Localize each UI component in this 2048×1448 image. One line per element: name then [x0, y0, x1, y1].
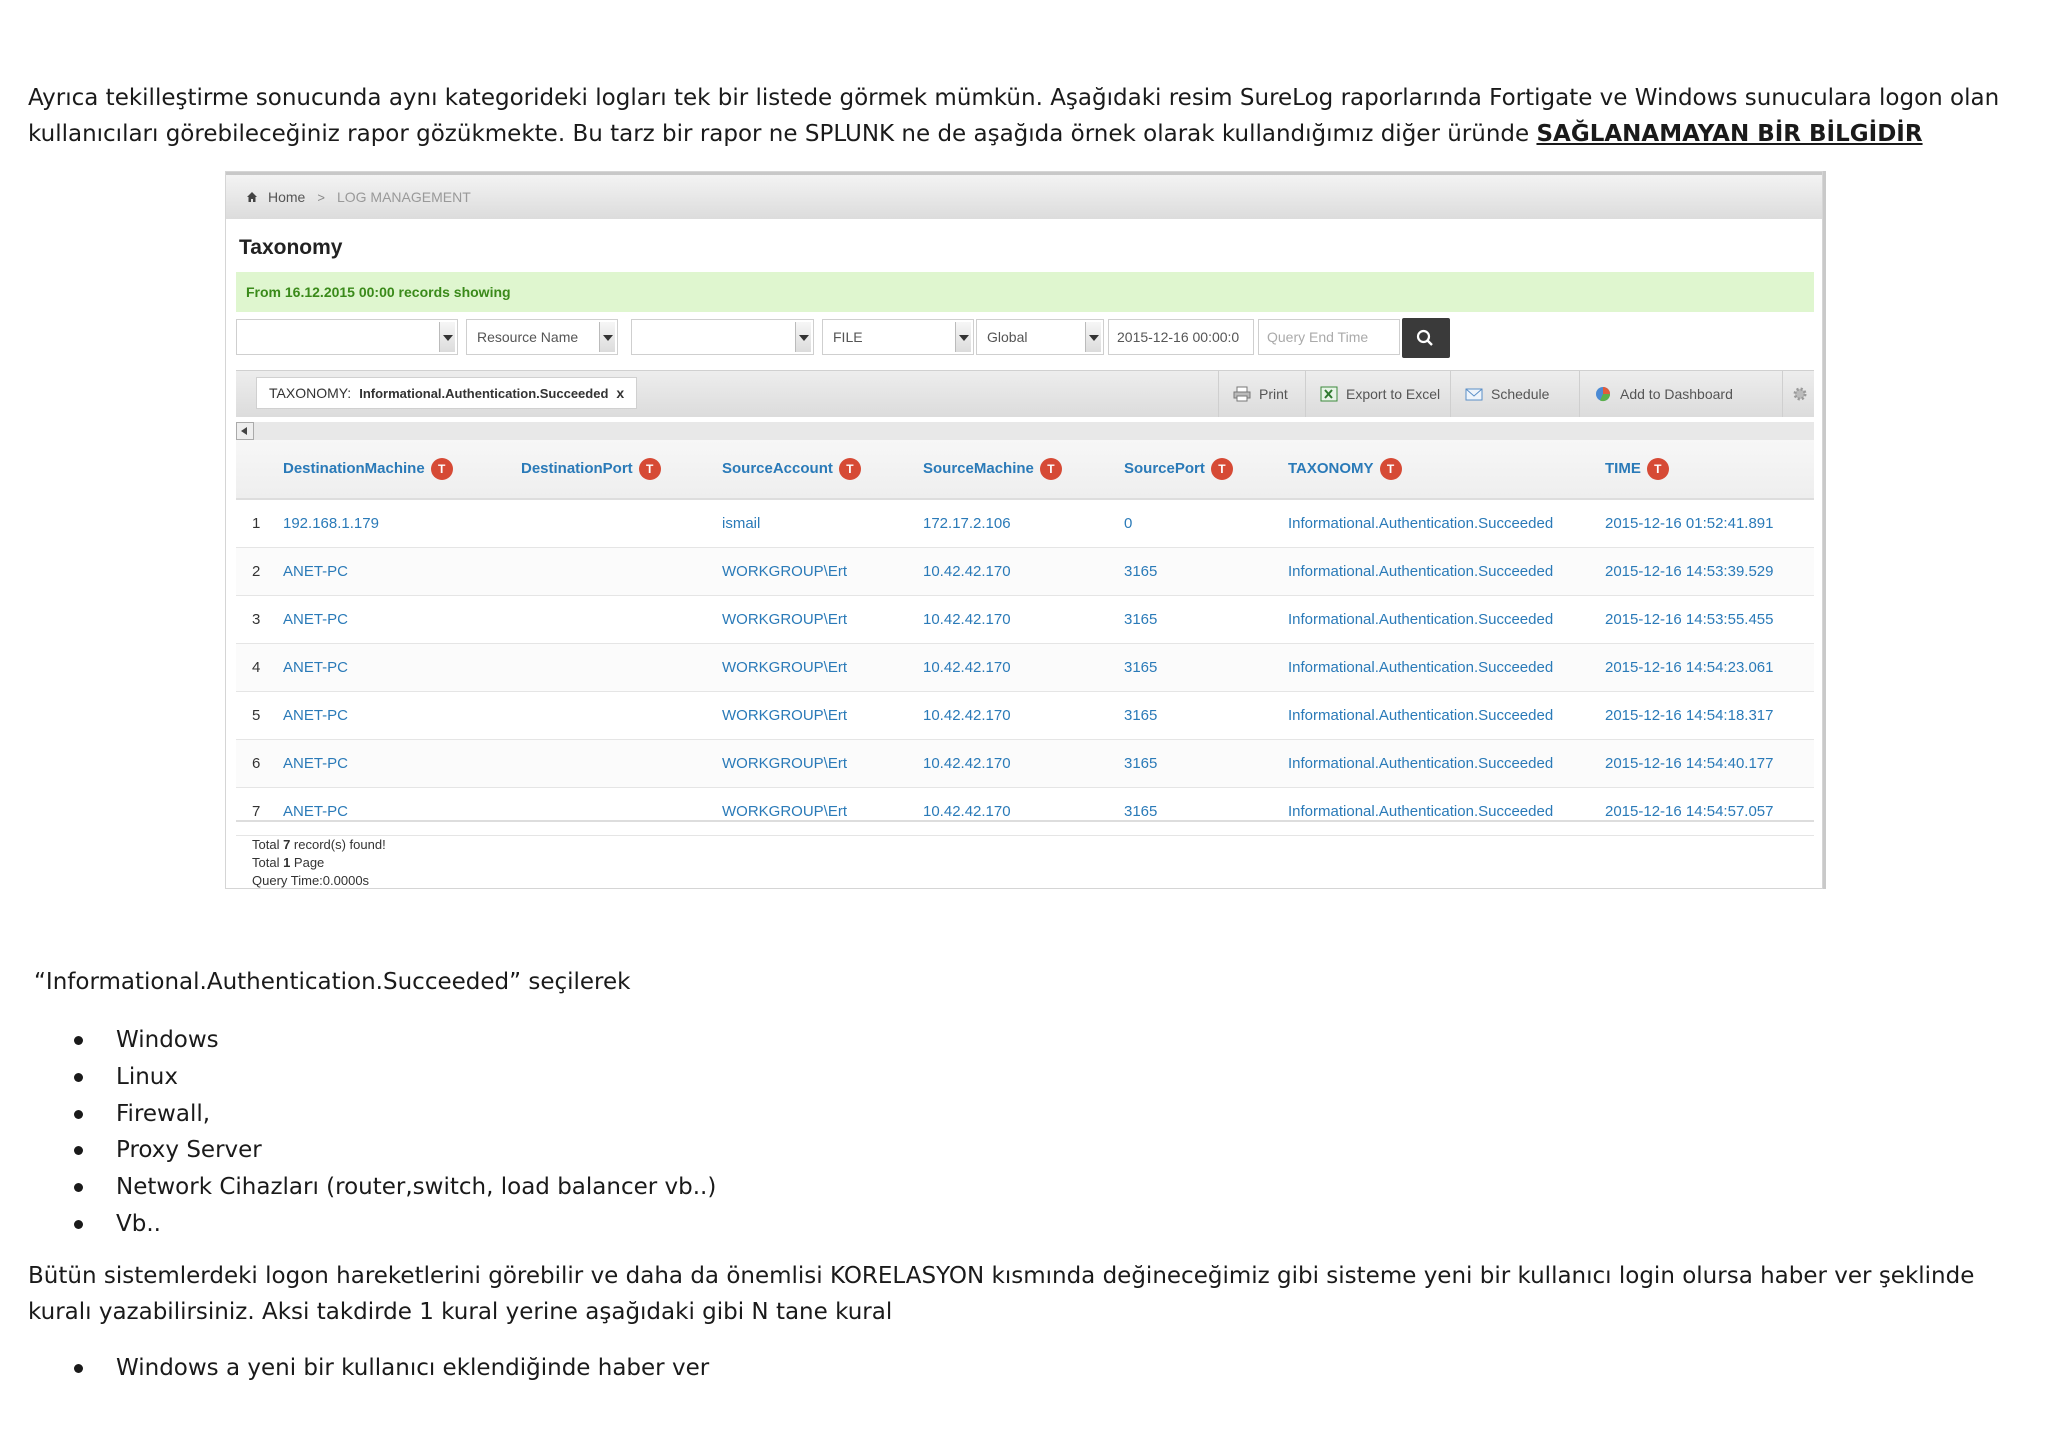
schedule-label: Schedule [1491, 386, 1550, 402]
records-table [236, 440, 1814, 836]
column-label: SourceMachine [923, 459, 1034, 477]
resource-name-select[interactable] [466, 319, 618, 355]
horizontal-scrollbar[interactable] [254, 422, 1814, 440]
table-row[interactable] [236, 548, 1814, 596]
column-header-destination-port[interactable] [520, 440, 721, 499]
intro-emphasis: SAĞLANAMAYAN BİR BİLGİDİR [1536, 121, 1923, 147]
scope-value: Global [987, 329, 1028, 345]
row-number: 3 [236, 596, 282, 644]
row-number: 6 [236, 740, 282, 788]
row-number: 5 [236, 692, 282, 740]
cell-source-machine[interactable]: 172.17.2.106 [922, 499, 1123, 548]
chevron-down-icon [599, 322, 615, 352]
cell-destination-port[interactable] [520, 596, 721, 644]
search-icon [1416, 329, 1434, 347]
bullet-icon [74, 1073, 83, 1082]
cell-source-machine[interactable]: 10.42.42.170 [922, 740, 1123, 788]
cell-source-port[interactable]: 3165 [1123, 692, 1287, 740]
bullet-icon [74, 1036, 83, 1045]
column-header-source-machine[interactable] [922, 440, 1123, 499]
rule-list [70, 1350, 709, 1387]
cell-source-account[interactable]: WORKGROUP\Ert [721, 788, 922, 836]
row-number-header [236, 440, 282, 499]
bullet-icon [74, 1364, 83, 1373]
table-summary [236, 820, 1814, 889]
cell-taxonomy[interactable]: Informational.Authentication.Succeeded [1287, 499, 1604, 548]
excel-icon [1320, 386, 1338, 402]
list-item [70, 1206, 716, 1243]
quote-line: “Informational.Authentication.Succeeded” seçilerek [34, 969, 631, 995]
column-filter-badge[interactable]: T [1040, 458, 1062, 480]
remove-filter-button[interactable]: x [616, 385, 625, 401]
cell-source-machine[interactable]: 10.42.42.170 [922, 548, 1123, 596]
cell-time[interactable]: 2015-12-16 14:54:57.057 [1604, 788, 1814, 836]
column-filter-badge[interactable]: T [1647, 458, 1669, 480]
column-filter-badge[interactable]: T [431, 458, 453, 480]
cell-taxonomy[interactable]: Informational.Authentication.Succeeded [1287, 692, 1604, 740]
list-item-text: Vb.. [116, 1210, 161, 1237]
report-toolbar [236, 370, 1814, 417]
file-type-value: FILE [833, 329, 863, 345]
table-row[interactable] [236, 740, 1814, 788]
table-row[interactable] [236, 596, 1814, 644]
records-count: 7 [283, 837, 291, 852]
column-filter-badge[interactable]: T [639, 458, 661, 480]
records-found-text [252, 836, 1814, 854]
cell-taxonomy[interactable]: Informational.Authentication.Succeeded [1287, 740, 1604, 788]
column-label: TIME [1605, 459, 1641, 477]
correlation-paragraph: Bütün sistemlerdeki logon hareketlerini görebilir ve daha da önemlisi KORELASYON kısmında değineceğimiz gibi sisteme yeni bir kullanıcı login olursa haber ver şeklinde kuralı yazabilirsiniz. Aksi takdirde 1 kural yerine aşağıdaki gibi N tane kural [28, 1263, 1975, 1325]
chevron-down-icon [1085, 322, 1101, 352]
chevron-down-icon [439, 322, 455, 352]
cell-source-machine[interactable]: 10.42.42.170 [922, 644, 1123, 692]
cell-time[interactable]: 2015-12-16 14:54:40.177 [1604, 740, 1814, 788]
cell-destination-port[interactable] [520, 692, 721, 740]
cell-destination-machine[interactable]: ANET-PC [282, 740, 520, 788]
list-item-text: Linux [116, 1063, 178, 1090]
file-type-select[interactable] [822, 319, 974, 355]
chevron-down-icon [955, 322, 971, 352]
list-item-text: Windows [116, 1027, 219, 1053]
pie-chart-icon [1594, 386, 1612, 402]
query-time-text: Query Time:0.0000s [252, 873, 370, 888]
list-item [70, 1350, 709, 1387]
list-item [70, 1169, 716, 1206]
list-item-text: Proxy Server [116, 1137, 262, 1164]
summary-text: Total [252, 855, 284, 870]
cell-taxonomy[interactable]: Informational.Authentication.Succeeded [1287, 596, 1604, 644]
page-title: Taxonomy [239, 236, 343, 259]
cell-taxonomy[interactable]: Informational.Authentication.Succeeded [1287, 788, 1604, 836]
cell-source-port[interactable]: 0 [1123, 499, 1287, 548]
cell-destination-machine[interactable]: ANET-PC [282, 548, 520, 596]
row-number: 7 [236, 788, 282, 836]
list-item-text: Network Cihazları (router,switch, load balancer vb..) [116, 1174, 717, 1201]
taxonomy-filter-chip [256, 377, 637, 409]
summary-text: Total [252, 837, 284, 852]
cell-source-port[interactable]: 3165 [1123, 596, 1287, 644]
cell-source-machine[interactable]: 10.42.42.170 [922, 692, 1123, 740]
cell-source-account[interactable]: WORKGROUP\Ert [721, 548, 922, 596]
intro-paragraph [28, 80, 2028, 152]
records-info-bar: From 16.12.2015 00:00 records showing [236, 272, 1814, 312]
list-item-text: Windows a yeni bir kullanıcı eklendiğinde haber ver [116, 1355, 710, 1381]
chevron-down-icon [795, 322, 811, 352]
breadcrumb [226, 172, 1822, 219]
printer-icon [1233, 386, 1251, 402]
column-label: DestinationPort [521, 459, 633, 477]
breadcrumb-separator-icon: > [317, 189, 325, 205]
bullet-icon [74, 1146, 83, 1155]
column-label: TAXONOMY [1288, 459, 1374, 477]
cell-source-machine[interactable]: 10.42.42.170 [922, 596, 1123, 644]
resource-name-value: Resource Name [477, 329, 579, 345]
cell-destination-machine[interactable]: ANET-PC [282, 644, 520, 692]
column-header-taxonomy[interactable] [1287, 440, 1604, 499]
cell-source-port[interactable]: 3165 [1123, 644, 1287, 692]
table-row[interactable] [236, 499, 1814, 548]
row-number: 1 [236, 499, 282, 548]
envelope-icon [1465, 386, 1483, 402]
column-label: SourcePort [1124, 459, 1205, 477]
cell-destination-machine[interactable]: ANET-PC [282, 788, 520, 836]
filter-select-3[interactable] [631, 319, 814, 355]
table-row[interactable] [236, 692, 1814, 740]
column-header-destination-machine[interactable] [282, 440, 520, 499]
print-label: Print [1259, 386, 1288, 402]
gear-icon [1791, 386, 1809, 402]
table-header-row [236, 440, 1814, 499]
surelog-screenshot [225, 171, 1823, 889]
taxonomy-chip-value: Informational.Authentication.Succeeded [359, 386, 609, 401]
cell-destination-port[interactable] [520, 499, 721, 548]
cell-destination-port[interactable] [520, 644, 721, 692]
list-item [70, 1132, 716, 1169]
column-filter-badge[interactable]: T [1211, 458, 1233, 480]
settings-button[interactable] [1782, 371, 1821, 417]
summary-text: Page [290, 855, 325, 870]
query-start-time-input[interactable]: 2015-12-16 00:00:0 [1108, 319, 1254, 355]
column-label: DestinationMachine [283, 459, 425, 477]
query-end-time-input[interactable]: Query End Time [1258, 319, 1400, 355]
column-filter-badge[interactable]: T [839, 458, 861, 480]
add-to-dashboard-label: Add to Dashboard [1620, 386, 1733, 402]
cell-source-account[interactable]: WORKGROUP\Ert [721, 596, 922, 644]
print-button[interactable] [1218, 371, 1288, 417]
cell-time[interactable]: 2015-12-16 14:53:55.455 [1604, 596, 1814, 644]
cell-time[interactable]: 2015-12-16 14:54:18.317 [1604, 692, 1814, 740]
bullet-icon [74, 1110, 83, 1119]
list-item-text: Firewall, [116, 1100, 211, 1127]
cell-destination-port[interactable] [520, 740, 721, 788]
bullet-icon [74, 1220, 83, 1229]
intro-text: Ayrıca tekilleştirme sonucunda aynı kategorideki logları tek bir listede görmek mümkün. Aşağıdaki resim SureLog raporlarında Fortigate ve Windows sunuculara logon olan kullanıcıları görebileceğiniz rapor gözükmekte. Bu tarz bir rapor ne SPLUNK ne de aşağıda örnek olarak kullandığımız diğer üründe [28, 85, 2000, 147]
cell-taxonomy[interactable]: Informational.Authentication.Succeeded [1287, 644, 1604, 692]
breadcrumb-current: LOG MANAGEMENT [336, 189, 471, 205]
system-list [70, 1022, 716, 1243]
list-item [70, 1096, 716, 1133]
filter-select-1[interactable] [236, 319, 458, 355]
cell-time[interactable]: 2015-12-16 14:54:23.061 [1604, 644, 1814, 692]
summary-text: record(s) found! [290, 837, 386, 852]
cell-source-port[interactable]: 3165 [1123, 788, 1287, 836]
add-to-dashboard-button[interactable] [1579, 371, 1733, 417]
cell-source-account[interactable]: WORKGROUP\Ert [721, 740, 922, 788]
cell-time[interactable]: 2015-12-16 01:52:41.891 [1604, 499, 1814, 548]
scope-select[interactable] [976, 319, 1104, 355]
scroll-left-button[interactable] [236, 422, 254, 440]
page-count-text [252, 854, 1814, 872]
column-label: SourceAccount [722, 459, 833, 477]
cell-time[interactable]: 2015-12-16 14:53:39.529 [1604, 548, 1814, 596]
breadcrumb-home-link[interactable]: Home [268, 189, 306, 205]
cell-source-machine[interactable]: 10.42.42.170 [922, 788, 1123, 836]
schedule-button[interactable] [1450, 371, 1549, 417]
column-filter-badge[interactable]: T [1380, 458, 1402, 480]
page-count: 1 [283, 855, 291, 870]
bullet-icon [74, 1183, 83, 1192]
list-item [70, 1022, 716, 1059]
cell-source-account[interactable]: WORKGROUP\Ert [721, 644, 922, 692]
row-number: 4 [236, 644, 282, 692]
cell-destination-machine[interactable]: ANET-PC [282, 596, 520, 644]
search-button[interactable] [1402, 318, 1450, 358]
cell-source-port[interactable]: 3165 [1123, 548, 1287, 596]
home-icon [246, 191, 258, 203]
list-item [70, 1059, 716, 1096]
taxonomy-chip-label: TAXONOMY: [269, 385, 352, 401]
cell-destination-machine[interactable]: ANET-PC [282, 692, 520, 740]
column-header-time[interactable] [1604, 440, 1814, 499]
export-excel-label: Export to Excel [1346, 386, 1441, 402]
table-row[interactable] [236, 644, 1814, 692]
cell-destination-port[interactable] [520, 548, 721, 596]
column-header-source-account[interactable] [721, 440, 922, 499]
cell-source-account[interactable]: WORKGROUP\Ert [721, 692, 922, 740]
cell-taxonomy[interactable]: Informational.Authentication.Succeeded [1287, 548, 1604, 596]
cell-source-account[interactable]: ismail [721, 499, 922, 548]
cell-source-port[interactable]: 3165 [1123, 740, 1287, 788]
column-header-source-port[interactable] [1123, 440, 1287, 499]
cell-destination-machine[interactable]: 192.168.1.179 [282, 499, 520, 548]
export-excel-button[interactable] [1305, 371, 1440, 417]
row-number: 2 [236, 548, 282, 596]
